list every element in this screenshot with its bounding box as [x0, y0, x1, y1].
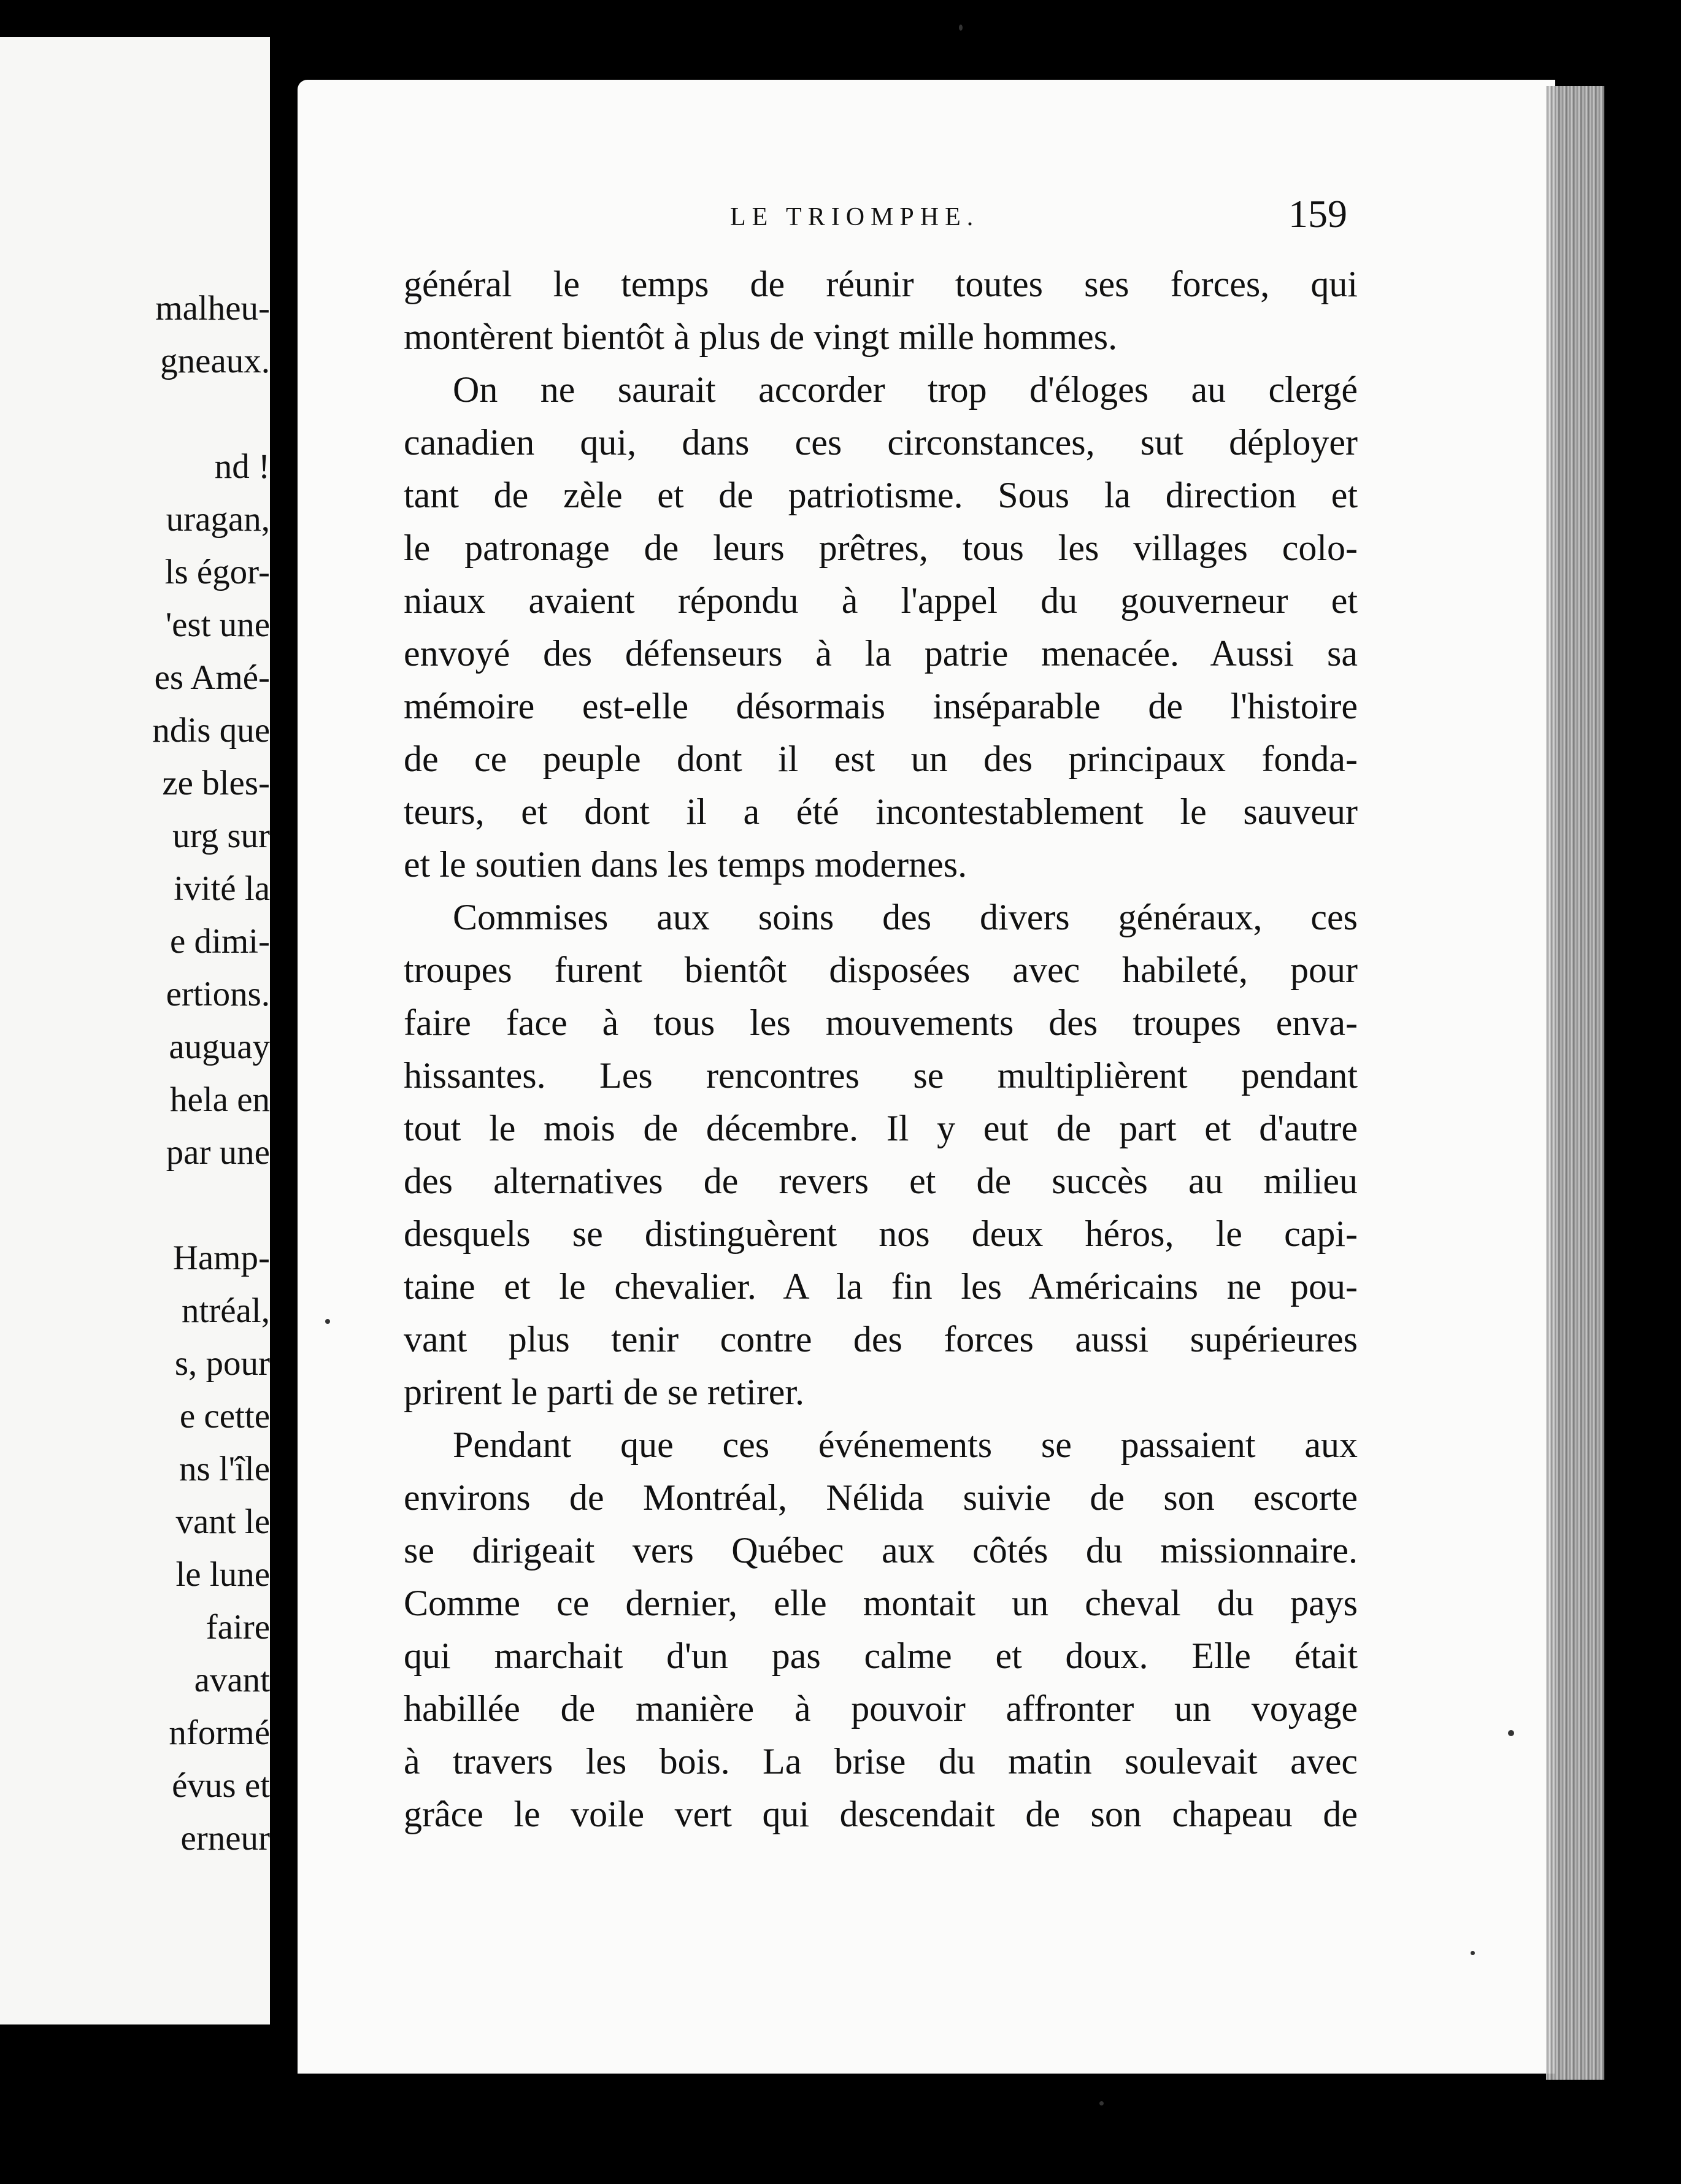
speck	[1099, 2101, 1104, 2105]
text-line: envoyé des défenseurs à la patrie menacée. Aussi sa	[404, 633, 1358, 674]
text-line: faire face à tous les mouvements des troupes enva-	[404, 1002, 1358, 1043]
speck	[1508, 1730, 1514, 1736]
left-page-line: évus et	[172, 1766, 270, 1805]
left-page-line: faire	[206, 1608, 270, 1647]
speck	[959, 25, 963, 31]
left-page	[0, 37, 270, 2024]
left-page-line: ertions.	[166, 975, 270, 1013]
book-gutter	[270, 37, 298, 2074]
left-page-line: erneur	[180, 1819, 270, 1858]
text-line: grâce le voile vert qui descendait de son chapeau de	[404, 1794, 1358, 1834]
left-page-line: ndis que	[152, 711, 270, 750]
left-page-line: uragan,	[166, 500, 270, 539]
text-line: troupes furent bientôt disposées avec habileté, pour	[404, 950, 1358, 990]
text-line: desquels se distinguèrent nos deux héros, le capi-	[404, 1213, 1358, 1254]
text-line: et le soutien dans les temps modernes.	[404, 844, 967, 885]
text-line: tant de zèle et de patriotisme. Sous la direction et	[404, 475, 1358, 515]
running-header: LE TRIOMPHE.	[730, 203, 980, 231]
speck	[1471, 1951, 1475, 1955]
text-line: général le temps de réunir toutes ses forces, qui	[404, 264, 1358, 304]
left-page-line: vant le	[175, 1502, 270, 1541]
left-page-line: malheu-	[155, 289, 270, 328]
text-line: se dirigeait vers Québec aux côtés du missionnaire.	[404, 1530, 1358, 1571]
text-line: habillée de manière à pouvoir affronter un voyage	[404, 1688, 1358, 1729]
left-page-line: ze bles-	[162, 764, 270, 802]
left-page-line: nd !	[214, 447, 270, 486]
text-line: canadien qui, dans ces circonstances, sut déployer	[404, 422, 1358, 463]
page-number: 159	[1288, 192, 1347, 236]
text-line: des alternatives de revers et de succès au milieu	[404, 1161, 1358, 1201]
speck	[325, 1319, 330, 1324]
page-edge	[1546, 86, 1604, 2080]
left-page-line: ls égor-	[164, 553, 270, 591]
text-line: à travers les bois. La brise du matin soulevait avec	[404, 1741, 1358, 1782]
text-line: taine et le chevalier. A la fin les Américains ne pou-	[404, 1266, 1358, 1307]
text-line: teurs, et dont il a été incontestablement le sauveur	[404, 791, 1358, 832]
text-line: tout le mois de décembre. Il y eut de part et d'autre	[404, 1108, 1358, 1148]
text-line: vant plus tenir contre des forces aussi supérieures	[404, 1319, 1358, 1359]
left-page-line: gneaux.	[160, 342, 270, 380]
left-page-line: ns l'île	[179, 1450, 270, 1488]
left-page-line: e dimi-	[169, 922, 270, 961]
left-page-line: auguay	[169, 1028, 270, 1066]
left-page-line: 'est une	[165, 606, 270, 644]
text-line: hissantes. Les rencontres se multiplièrent pendant	[404, 1055, 1358, 1096]
left-page-line: avant	[194, 1661, 270, 1699]
left-page-line: ivité la	[174, 869, 270, 908]
left-page-line: hela en	[170, 1080, 270, 1119]
left-page-line: par une	[166, 1133, 270, 1172]
body-text	[404, 258, 1358, 1840]
left-page-line: nformé	[169, 1713, 270, 1752]
text-line: Pendant que ces événements se passaient aux	[453, 1425, 1358, 1465]
text-line: On ne saurait accorder trop d'éloges au clergé	[453, 369, 1358, 410]
left-page-line: es Amé-	[154, 658, 270, 697]
text-line: prirent le parti de se retirer.	[404, 1372, 805, 1412]
left-page-text	[0, 37, 270, 2024]
left-page-line: e cette	[179, 1397, 270, 1436]
left-page-line: le lune	[175, 1555, 270, 1594]
text-line: mémoire est-elle désormais inséparable de l'histoire	[404, 686, 1358, 726]
text-line: de ce peuple dont il est un des principaux fonda-	[404, 739, 1358, 779]
text-line: niaux avaient répondu à l'appel du gouverneur et	[404, 580, 1358, 621]
left-page-line: s, pour	[174, 1344, 270, 1383]
text-line: qui marchait d'un pas calme et doux. Elle était	[404, 1636, 1358, 1676]
text-line: montèrent bientôt à plus de vingt mille hommes.	[404, 317, 1118, 357]
left-page-line: urg sur	[172, 817, 270, 855]
left-page-line: ntréal,	[181, 1291, 270, 1330]
text-line: Comme ce dernier, elle montait un cheval du pays	[404, 1583, 1358, 1623]
text-line: Commises aux soins des divers généraux, ces	[453, 897, 1358, 937]
left-page-line: Hamp-	[172, 1239, 270, 1277]
text-line: environs de Montréal, Nélida suivie de son escorte	[404, 1477, 1358, 1518]
text-line: le patronage de leurs prêtres, tous les villages colo-	[404, 528, 1358, 568]
